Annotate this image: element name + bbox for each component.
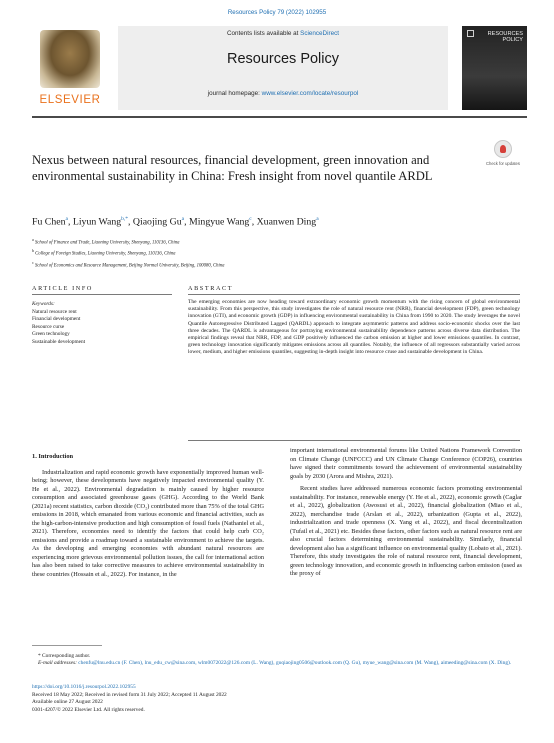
author-list <box>32 216 512 227</box>
author-affiliation-marker[interactable]: b,* <box>121 216 128 222</box>
author-affiliation-marker[interactable]: c <box>249 216 252 222</box>
author-separator: , <box>67 216 73 228</box>
author-name[interactable]: Mingyue Wang <box>188 216 250 228</box>
elsevier-logo[interactable] <box>32 26 108 110</box>
affiliation <box>32 259 512 270</box>
masthead <box>32 24 527 118</box>
affiliation-text: School of Finance and Trade, Liaoning University, Shenyang, 110136, China <box>33 240 180 246</box>
affiliation-marker: a <box>32 237 34 242</box>
affiliation <box>32 247 512 258</box>
author-name[interactable]: Xuanwen Ding <box>256 216 317 228</box>
doi-link[interactable]: https://doi.org/10.1016/j.resourpol.2022.102955 <box>32 684 136 690</box>
elsevier-tree-icon <box>40 30 100 88</box>
keyword: Green technology <box>32 331 70 337</box>
received-dates: Received 18 May 2022; Received in revised form 31 July 2022; Accepted 11 August 2022 <box>32 691 227 698</box>
elsevier-wordmark: ELSEVIER <box>39 94 101 106</box>
abstract-heading: ABSTRACT <box>188 285 234 292</box>
keywords-block <box>32 301 172 346</box>
sciencedirect-link[interactable]: ScienceDirect <box>300 30 339 37</box>
check-updates-icon <box>494 140 512 158</box>
keyword: Sustainable development <box>32 338 86 345</box>
publication-info <box>32 684 522 714</box>
article-info-heading: ARTICLE INFO <box>32 285 93 292</box>
body-column-right <box>290 447 522 579</box>
author-separator: , <box>184 216 189 228</box>
author-name[interactable]: Fu Chen <box>32 216 66 228</box>
email-label: E-mail addresses: <box>38 660 79 667</box>
author-affiliation-marker[interactable]: a <box>65 216 68 222</box>
check-updates-label: Check for updates <box>486 161 520 166</box>
footnote-rule <box>32 645 102 646</box>
article-title: Nexus between natural resources, financial development, green innovation and environmental sustainability in China: Fresh insight from novel quantile ARDL <box>32 153 433 184</box>
contents-prefix: Contents lists available at <box>226 30 301 37</box>
cover-title-line-1: RESOURCES <box>487 31 523 37</box>
cover-title-line-2: POLICY <box>502 37 523 44</box>
body-column-left <box>32 453 264 579</box>
contents-line <box>118 30 448 37</box>
affiliation <box>32 236 512 247</box>
journal-title: Resources Policy <box>226 51 339 67</box>
keyword: Financial development <box>32 316 81 322</box>
body-paragraph: important international environmental forums like United Nations Framework Convention on Climate Change (UNFCCC) and UN Climate Change Conference (COP26), countries have signed their commitments toward the achievement of environmental sustainability goals by 2030 (Arora and Mishra, 2021). <box>290 447 522 480</box>
homepage-prefix: journal homepage: <box>207 90 262 97</box>
abstract-rule <box>188 294 520 295</box>
author-separator: , <box>251 216 257 228</box>
abstract-text: The emerging economies are now heading toward extraordinary economic growth momentum with the rising concern of global environmental sustainability. From this perspective, this study investigates the role of natural resource rent (NRR), financial development (FDP), green technology innovation (GTI), and economic growth (GDP) in influencing environmental sustainability in China from 1990 to 2020. The study leverages the novel Quantile Autoregressive Distributed Lagged (QARDL) approach to integrate asymmetric patterns and address socio-economic shocks over the last three decades. The QARDL is advantageous for portraying environmental sustainability dependence patterns across diverse data distribution. The empirical findings reveal that NRR, FDP, and GDP positively influenced the carbon emission at higher and lower emissions quantiles. In contrast, green technology innovation significantly mitigates emissions across all quantiles. Notably, the influence of all regressors substantially varied across lower, medium, and higher emissions quantiles, suggesting in-depth insight into resource cruse and sustainable development in China. <box>188 299 520 356</box>
journal-cover[interactable] <box>462 26 527 110</box>
keyword: Resource curse <box>32 323 65 330</box>
author-separator: , <box>128 216 133 228</box>
body-paragraph: Recent studies have addressed numerous economic factors promoting environmental sustainability. For instance, renewable energy (Y. He et al., 2022), economic growth (Caglar et al., 2022), globalization (Awosusi et al., 2022), financial globalization (Miao et al., 2022), merchandise trade (Arslan et al., 2022), urbanization (Gupta et al., 2022), industrialization and trade openness (X. Yang et al., 2022), and fiscal decentralization (Tufail et al., 2021) etc. Besides these factors, other factors such as natural resource rent are also crucial factors determining environmental sustainability. Similarly, financial development also has a significant influence on environmental quality (Lobato et al., 2021). Therefore, this study investigates the role of natural resource rent, financial development, green technology innovation, and economic growth in influencing carbon emission (used as the proxy of <box>290 485 522 577</box>
journal-reference[interactable]: Resources Policy 79 (2022) 102955 <box>227 9 327 16</box>
copyright: 0301-4207/© 2022 Elsevier Ltd. All rights reserved. <box>32 706 145 713</box>
article-info-rule <box>32 294 172 295</box>
author-affiliation-marker[interactable]: a <box>316 216 319 222</box>
email-addresses <box>32 660 522 667</box>
affiliation-text: College of Foreign Studies, Liaoning University, Shenyang, 110136, China <box>34 251 176 257</box>
keywords-label: Keywords: <box>32 301 55 307</box>
affiliation-text: School of Economics and Resource Management, Beijing Normal University, Beijing, 100080, China <box>33 263 225 269</box>
introduction-heading: 1. Introduction <box>32 453 74 460</box>
body-paragraph: Industrialization and rapid economic growth have exponentially improved human well-being; however, these developments have negatively impacted environmental quality (Y. He et al., 2022). Environmental degradation is mainly caused by higher resource consumption and associated greenhouse gases (GHG). According to the World Bank (2021a) recent statistics, carbon dioxide (CO₂) contributed more than 75% of the total GHG emissions in 2018, which emanated from various economic and financial activities, such as the high-carbon-intensive production and high consumption of fossil fuels (Nathaniel et al., 2021). Therefore, economies need to identify the factors that could help curb CO₂ emissions and provide a roadmap toward a sustainable environment to achieve the targets. As the developing and emerging economies with abundant natural resources are experiencing more grievous environmental pollution issues, the call for international action has also been raised to take corrective measures to achieve environmental sustainability in these countries (Hossain et al., 2022). For instance, in the <box>32 468 264 578</box>
journal-homepage-link[interactable]: www.elsevier.com/locate/resourpol <box>261 90 359 97</box>
masthead-center <box>118 26 448 110</box>
cover-title <box>466 31 523 43</box>
affiliation-list <box>32 236 512 270</box>
corresponding-author-note: * Corresponding author. <box>38 653 91 659</box>
author-name[interactable]: Qiaojing Gu <box>132 216 182 228</box>
author-affiliation-marker[interactable]: a <box>181 216 185 222</box>
keyword: Natural resource rent <box>32 308 77 315</box>
homepage-line <box>118 90 448 97</box>
author-name[interactable]: Liyun Wang <box>72 216 122 228</box>
email-links[interactable]: chenfu@lnu.edu.cn (F. Chen), lnu_edu_cw@sina.com, wlm0072022@126.com (L. Wang), guqiaojing0506@outlook.com (Q. Gu), myue_wang@sina.com (M. Wang), aimeeding@sina.com (X. Ding). <box>78 660 512 667</box>
check-for-updates-badge[interactable] <box>486 140 520 180</box>
abstract-bottom-rule <box>188 440 520 441</box>
footnotes <box>32 653 522 667</box>
available-online: Available online 27 August 2022 <box>32 699 103 706</box>
affiliation-marker: c <box>32 259 34 265</box>
affiliation-marker: b <box>32 248 34 254</box>
